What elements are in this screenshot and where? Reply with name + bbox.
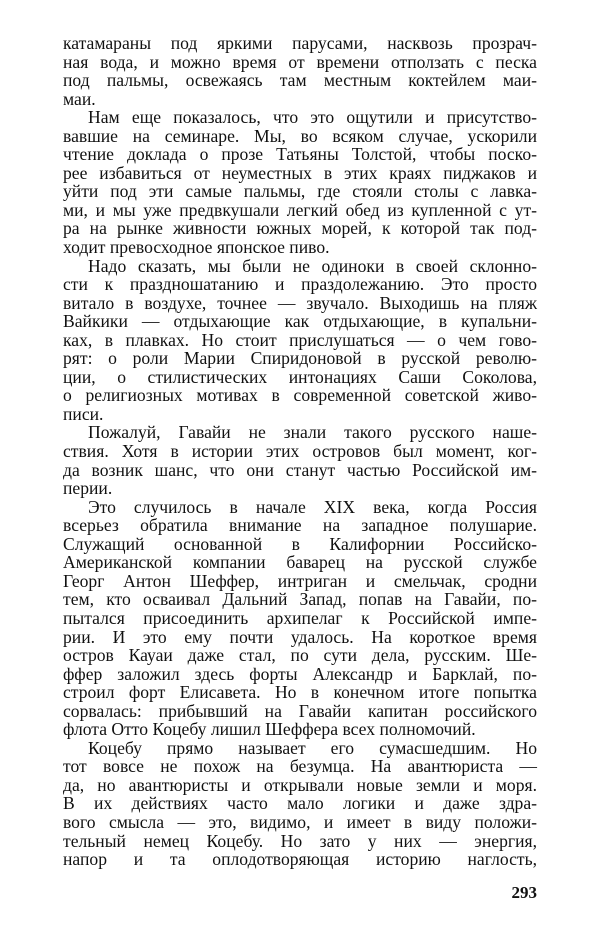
text-line: ствия. Хотя в истории этих островов был момент, ког- [63,441,537,462]
text-line: ми, и мы уже предвкушали легкий обед из купленной с ут- [63,199,537,220]
text-line: ках, в плавках. Но стоит прислушаться — о чем гово- [63,329,537,350]
text-line: Георг Антон Шеффер, интриган и смельчак, сродни [63,570,537,591]
page-number: 293 [511,883,537,902]
text-line: писи. [63,403,104,424]
text-line: чтение доклада о прозе Татьяны Толстой, чтобы поско- [63,144,537,165]
paragraph [63,423,537,497]
text-line: ходит превосходное японское пиво. [63,237,330,258]
text-line: всерьез обратила внимание на западное полушарие. [63,515,537,536]
text-line: тем, кто осваивал Дальний Запад, попав на Гавайи, по- [63,589,537,610]
text-line: Американской компании баварец на русской службе [63,552,537,573]
text-line: флота Отто Коцебу лишил Шеффера всех полномочий. [63,719,476,740]
text-line: рят: о роли Марии Спиридоновой в русской револю- [63,348,537,369]
text-line: Нам еще показалось, что это ощутили и присутство- [88,107,537,128]
text-line: ффер заложил здесь форты Александр и Барклай, по- [63,663,537,684]
text-line: Это случилось в начале XIX века, когда Россия [88,496,537,517]
paragraph [63,498,537,739]
text-line: витало в воздухе, точнее — звучало. Выходишь на пляж [63,292,537,313]
text-line: ции, о стилистических интонациях Саши Соколова, [63,366,537,387]
text-line: рии. И это ему почти удалось. На короткое время [63,626,537,647]
text-line: Пожалуй, Гавайи не знали такого русского наше- [88,422,537,443]
paragraph [63,739,537,869]
text-line: строил форт Елисавета. Но в конечном итоге попытка [63,682,537,703]
text-line: Вайкики — отдыхающие как отдыхающие, в купальни- [63,311,537,332]
text-line: ная вода, и можно время от времени отползать с песка [63,51,537,72]
text-line: о религиозных мотивах в современной советской живо- [63,385,537,406]
text-line: катамараны под яркими парусами, насквозь прозрач- [63,33,537,53]
paragraph [63,257,537,424]
text-line: Служащий основанной в Калифорнии Российско- [63,533,537,554]
text-line: перии. [63,478,113,499]
text-line: напор и та оплодотворяющая историю наглость, [63,849,537,870]
text-line: вого смысла — это, видимо, и имеет в виду положи- [63,811,537,832]
text-line: под пальмы, освежаясь там местным коктейлем маи- [63,70,537,91]
text-line: остров Кауаи даже стал, по сути дела, русским. Ше- [63,645,537,666]
text-line: тельный немец Коцебу. Но зато у них — энергия, [63,830,537,851]
page-body-text [63,34,537,869]
paragraph [63,108,537,256]
text-line: рее избавиться от неуместных в этих краях пиджаков и [63,162,537,183]
text-line: Надо сказать, мы были не одиноки в своей склонно- [88,255,537,276]
text-line: маи. [63,88,96,109]
text-line: сти к праздношатанию и праздолежанию. Это просто [63,274,537,295]
text-line: тот вовсе не похож на безумца. На авантюриста — [63,756,537,777]
text-line: вавшие на семинаре. Мы, во всяком случае, ускорили [63,125,537,146]
text-line: да возник шанс, что они станут частью Российской им- [63,459,537,480]
text-line: В их действиях часто мало логики и даже здра- [63,793,537,814]
paragraph [63,34,537,108]
text-line: уйти под эти самые пальмы, где стояли столы с лавка- [63,181,537,202]
text-line: да, но авантюристы и открывали новые земли и моря. [63,774,537,795]
text-line: сорвалась: прибывший на Гавайи капитан российского [63,700,537,721]
text-line: пытался присоединить архипелаг к Российской импе- [63,607,537,628]
text-line: ра на рынке живности южных морей, к которой так под- [63,218,537,239]
text-line: Коцебу прямо называет его сумасшедшим. Но [88,737,537,758]
